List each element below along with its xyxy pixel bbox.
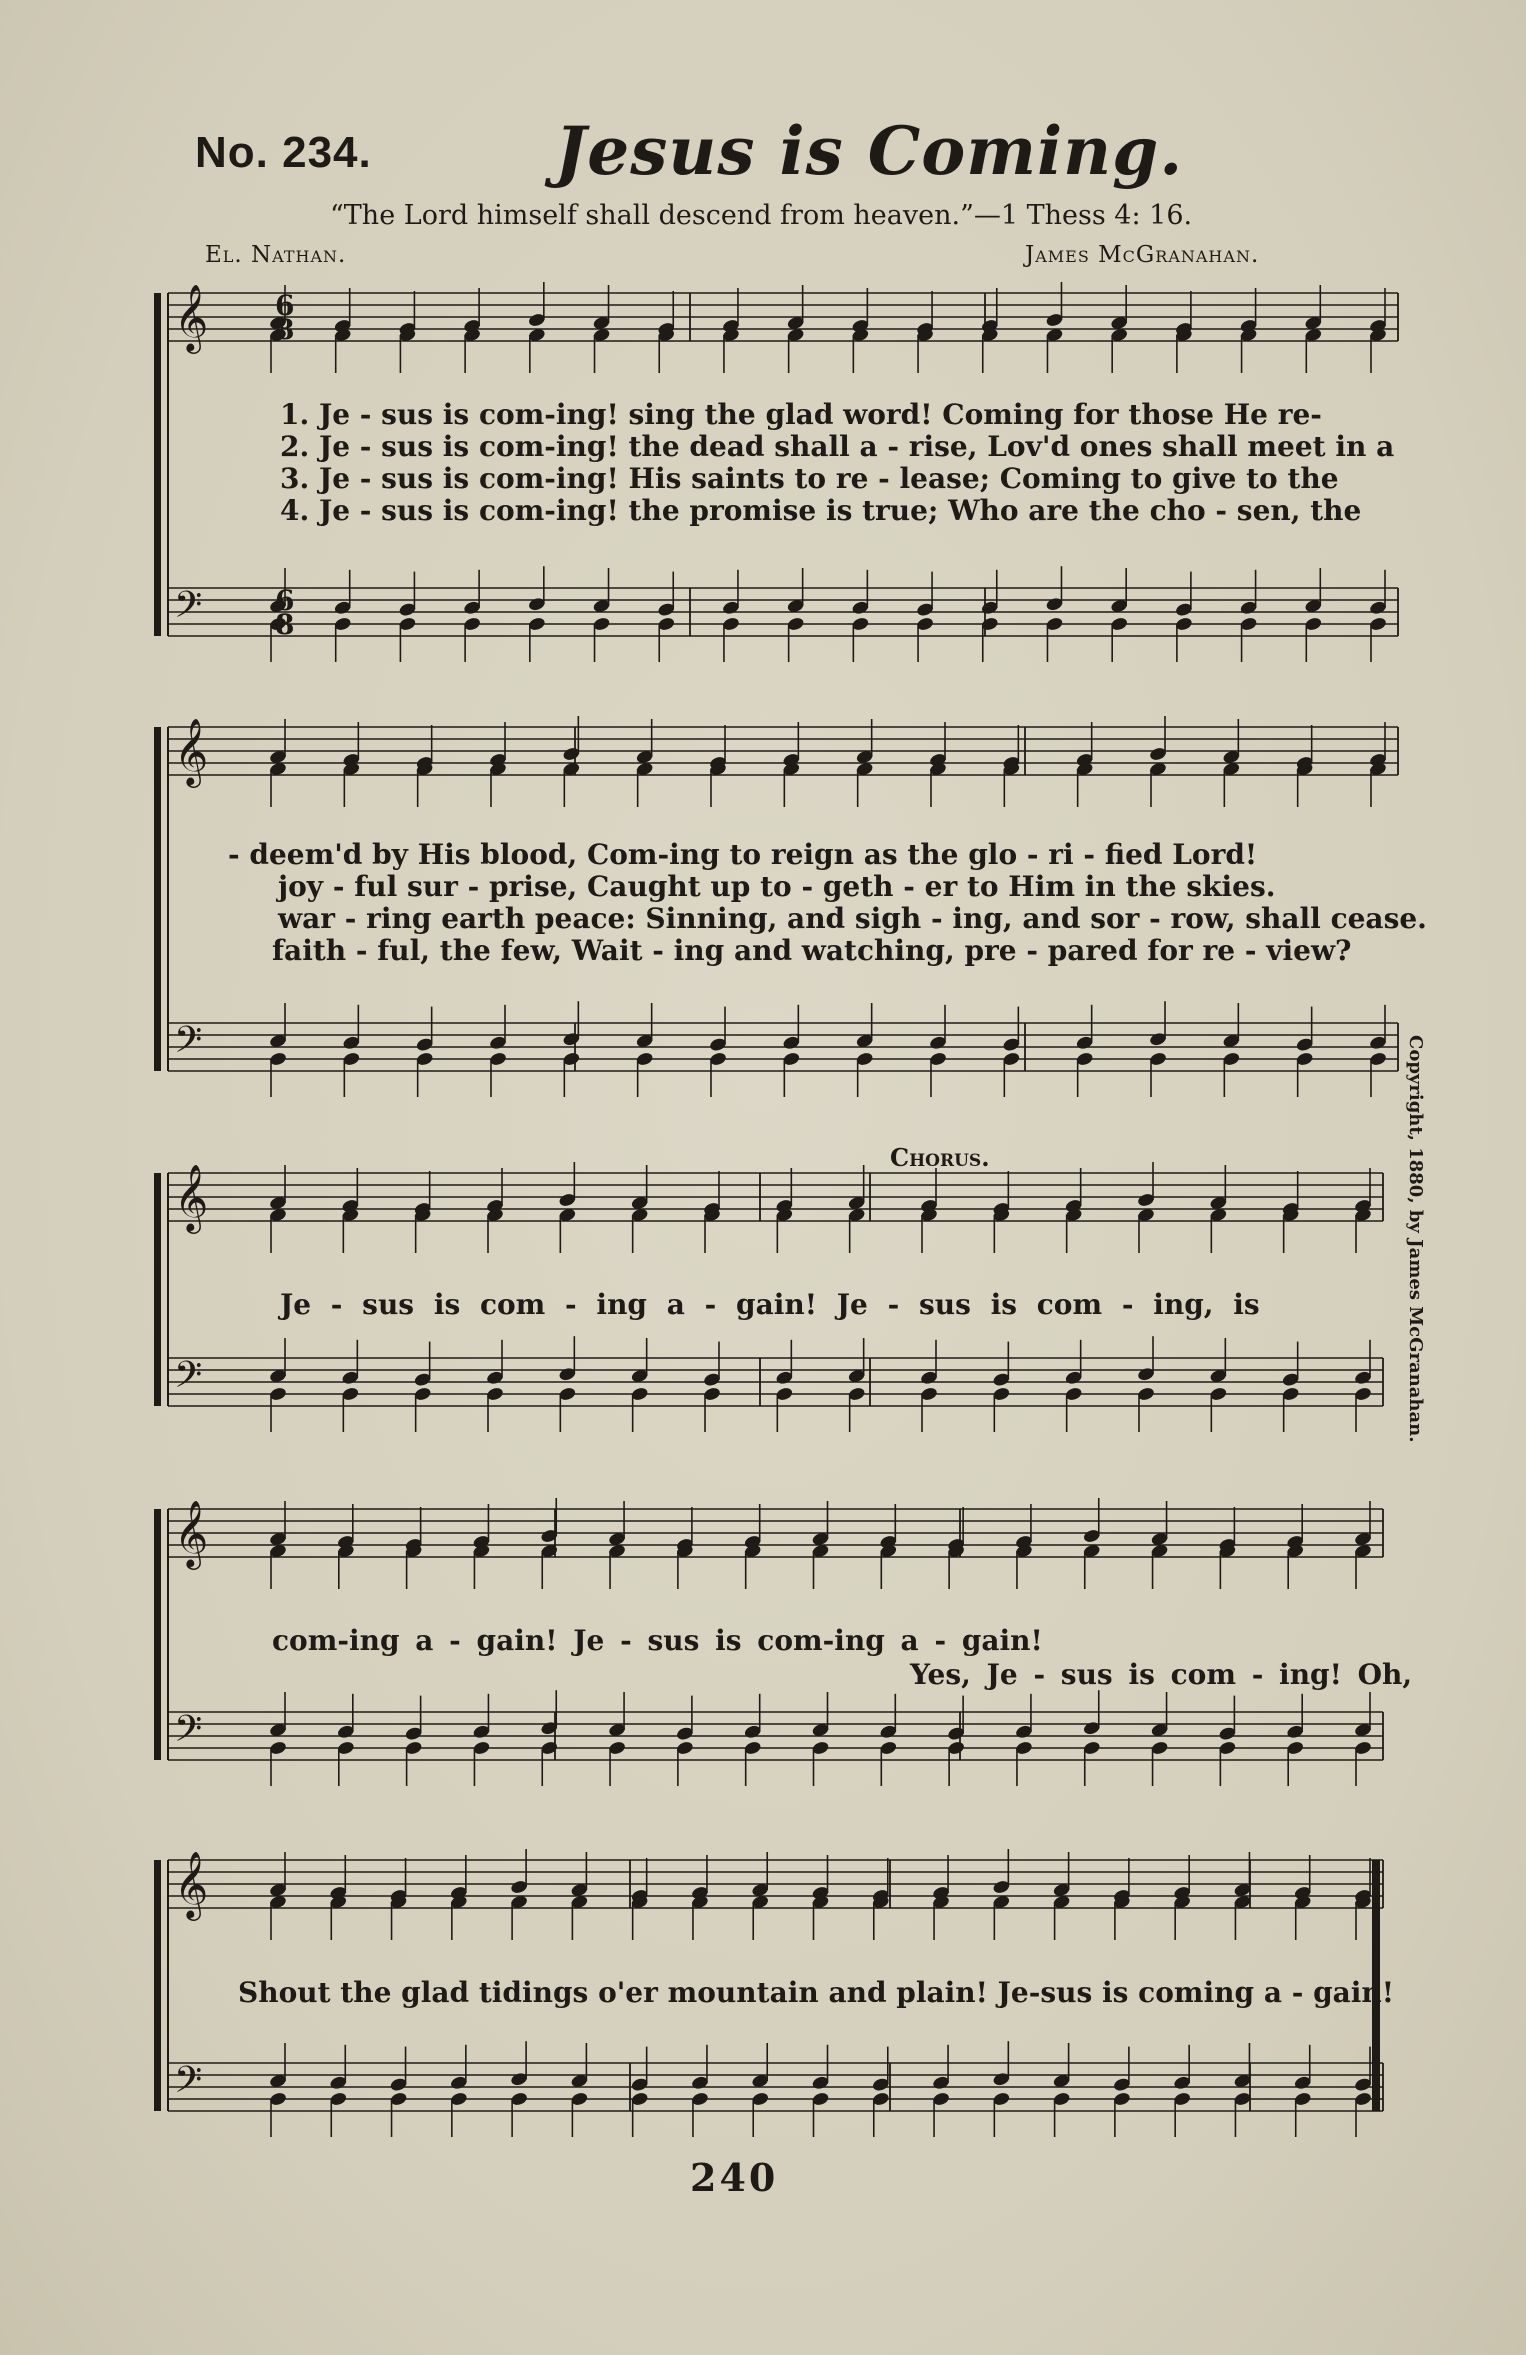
verse-2-line-a: 2. Je - sus is com-ing! the dead shall a - rise, Lov'd ones shall meet in a xyxy=(280,430,1395,463)
system1-treble-clef: 𝄞 xyxy=(174,283,209,351)
hymn-number: No. 234. xyxy=(195,128,372,177)
chorus-label: Chorus. xyxy=(890,1143,990,1172)
system3-bass-clef: 𝄢 xyxy=(174,1354,203,1405)
ts-bass-top: 6 xyxy=(275,584,295,617)
ts-treble-top: 6 xyxy=(275,289,295,322)
system3-treble-clef: 𝄞 xyxy=(174,1163,209,1231)
system5-treble-clef: 𝄞 xyxy=(174,1850,209,1918)
composer-credit: James McGranahan. xyxy=(1025,242,1260,268)
system5-bass-clef: 𝄢 xyxy=(174,2059,203,2110)
verse-1-line-a: 1. Je - sus is com-ing! sing the glad word! Coming for those He re- xyxy=(280,398,1322,431)
system3-brace-bar xyxy=(154,1173,161,1406)
copyright-notice xyxy=(1400,1035,1430,1443)
system4-brace-bar xyxy=(154,1509,161,1760)
verse-2-line-b: joy - ful sur - prise, Caught up to - geth - er to Him in the skies. xyxy=(278,870,1276,903)
verse-3-line-b: war - ring earth peace: Sinning, and sigh - ing, and sor - row, shall cease. xyxy=(278,902,1427,935)
copyright-text: Copyright, 1880, by James McGranahan. xyxy=(1405,1035,1426,1443)
ts-treble-bottom: 8 xyxy=(275,313,295,346)
system2-treble-clef: 𝄞 xyxy=(174,717,209,785)
lyricist-credit: El. Nathan. xyxy=(205,242,347,268)
chorus-lyric-2: com-ing a - gain! Je - sus is com-ing a - gain! xyxy=(272,1624,1043,1657)
system5-brace-bar xyxy=(154,1860,161,2111)
system2-bass-clef: 𝄢 xyxy=(174,1019,203,1070)
verse-4-line-b: faith - ful, the few, Wait - ing and watching, pre - pared for re - view? xyxy=(272,934,1352,967)
verse-1-line-b: - deem'd by His blood, Com-ing to reign as the glo - ri - fied Lord! xyxy=(228,838,1258,871)
chorus-lyric-2-bass: Yes, Je - sus is com - ing! Oh, xyxy=(910,1658,1413,1691)
hymn-title: Jesus is Coming. xyxy=(555,112,1184,190)
verse-3-line-a: 3. Je - sus is com-ing! His saints to re - lease; Coming to give to the xyxy=(280,462,1339,495)
ts-bass-bottom: 8 xyxy=(275,608,295,641)
scripture-epigraph: “The Lord himself shall descend from heaven.”—1 Thess 4: 16. xyxy=(330,200,1193,231)
chorus-lyric-1: Je - sus is com - ing a - gain! Je - sus is com - ing, is xyxy=(280,1288,1260,1321)
system4-bass-clef: 𝄢 xyxy=(174,1708,203,1759)
verse-4-line-a: 4. Je - sus is com-ing! the promise is true; Who are the cho - sen, the xyxy=(280,494,1362,527)
system1-brace-bar xyxy=(154,293,161,636)
system1-bass-clef: 𝄢 xyxy=(174,584,203,635)
chorus-lyric-3: Shout the glad tidings o'er mountain and plain! Je-sus is coming a - gain! xyxy=(238,1976,1395,2009)
system2-brace-bar xyxy=(154,727,161,1071)
page-number: 240 xyxy=(690,2155,779,2200)
system4-treble-clef: 𝄞 xyxy=(174,1499,209,1567)
